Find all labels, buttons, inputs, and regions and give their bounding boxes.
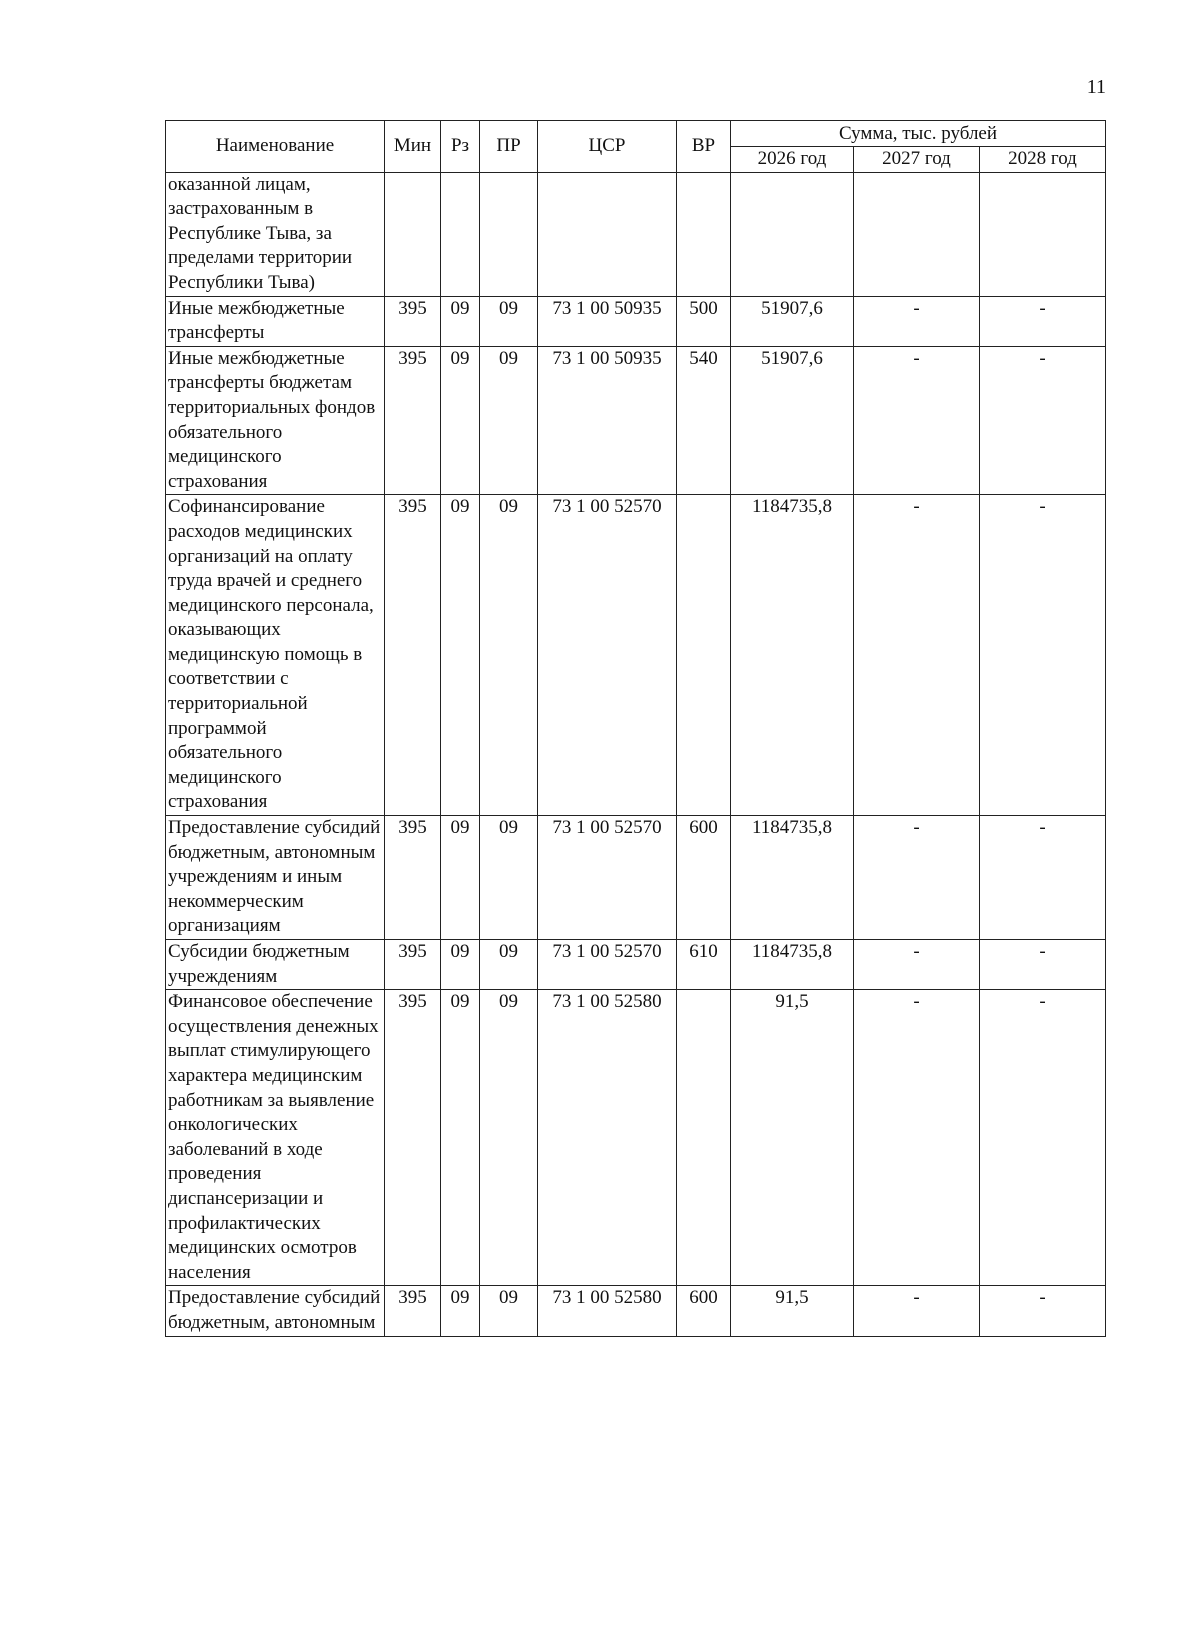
row-name: оказанной лицам, застрахованным в Республике Тыва, за пределами территории Республики Тыва) <box>166 172 385 296</box>
row-pr: 09 <box>480 346 538 495</box>
header-sum-group: Сумма, тыс. рублей <box>731 121 1106 147</box>
table-row <box>166 990 1106 1286</box>
row-amount-2027: - <box>854 346 980 495</box>
row-amount-2027: - <box>854 296 980 346</box>
row-pr <box>480 172 538 296</box>
row-vr <box>677 495 731 816</box>
row-vr <box>677 172 731 296</box>
header-min: Мин <box>385 121 441 173</box>
table-header <box>166 121 1106 173</box>
row-name: Иные межбюджетные трансферты <box>166 296 385 346</box>
row-amount-2028: - <box>980 990 1106 1286</box>
row-csr: 73 1 00 52570 <box>538 816 677 940</box>
row-rz: 09 <box>441 495 480 816</box>
row-csr: 73 1 00 52570 <box>538 495 677 816</box>
row-min: 395 <box>385 346 441 495</box>
row-min: 395 <box>385 495 441 816</box>
row-rz: 09 <box>441 816 480 940</box>
row-amount-2028: - <box>980 346 1106 495</box>
row-pr: 09 <box>480 495 538 816</box>
row-amount-2028: - <box>980 1286 1106 1336</box>
row-rz: 09 <box>441 296 480 346</box>
row-rz: 09 <box>441 346 480 495</box>
row-name: Предоставление субсидий бюджетным, автономным учреждениям и иным некоммерческим организациям <box>166 816 385 940</box>
row-amount-2028: - <box>980 495 1106 816</box>
row-pr: 09 <box>480 296 538 346</box>
row-amount-2028: - <box>980 816 1106 940</box>
row-amount-2026: 91,5 <box>731 1286 854 1336</box>
row-vr: 540 <box>677 346 731 495</box>
row-rz: 09 <box>441 1286 480 1336</box>
row-csr: 73 1 00 50935 <box>538 346 677 495</box>
row-vr: 500 <box>677 296 731 346</box>
row-min: 395 <box>385 296 441 346</box>
table-row <box>166 1286 1106 1336</box>
row-pr: 09 <box>480 1286 538 1336</box>
page-number: 11 <box>1086 76 1106 98</box>
table-row <box>166 296 1106 346</box>
row-min <box>385 172 441 296</box>
header-pr: ПР <box>480 121 538 173</box>
row-rz <box>441 172 480 296</box>
row-amount-2028 <box>980 172 1106 296</box>
table-row <box>166 346 1106 495</box>
row-name: Предоставление субсидий бюджетным, автономным <box>166 1286 385 1336</box>
header-name: Наименование <box>166 121 385 173</box>
table-body <box>166 172 1106 1336</box>
row-pr: 09 <box>480 816 538 940</box>
header-year-2027: 2027 год <box>854 147 980 173</box>
row-name: Иные межбюджетные трансферты бюджетам территориальных фондов обязательного медицинского страхования <box>166 346 385 495</box>
row-amount-2026 <box>731 172 854 296</box>
row-amount-2027: - <box>854 940 980 990</box>
row-amount-2026: 51907,6 <box>731 296 854 346</box>
row-csr: 73 1 00 52570 <box>538 940 677 990</box>
row-vr: 600 <box>677 816 731 940</box>
row-csr: 73 1 00 52580 <box>538 1286 677 1336</box>
header-year-2028: 2028 год <box>980 147 1106 173</box>
row-amount-2026: 51907,6 <box>731 346 854 495</box>
row-csr <box>538 172 677 296</box>
header-vr: ВР <box>677 121 731 173</box>
table-row <box>166 172 1106 296</box>
header-csr: ЦСР <box>538 121 677 173</box>
row-amount-2026: 1184735,8 <box>731 940 854 990</box>
row-csr: 73 1 00 50935 <box>538 296 677 346</box>
row-amount-2027: - <box>854 816 980 940</box>
row-min: 395 <box>385 990 441 1286</box>
row-name: Софинансирование расходов медицинских организаций на оплату труда врачей и среднего медицинского персонала, оказывающих медицинскую помощь в соответствии с территориальной программой обязательного медицинского страхования <box>166 495 385 816</box>
row-min: 395 <box>385 940 441 990</box>
row-amount-2027: - <box>854 495 980 816</box>
row-rz: 09 <box>441 940 480 990</box>
row-min: 395 <box>385 1286 441 1336</box>
row-amount-2026: 1184735,8 <box>731 495 854 816</box>
row-amount-2026: 91,5 <box>731 990 854 1286</box>
row-name: Субсидии бюджетным учреждениям <box>166 940 385 990</box>
row-vr <box>677 990 731 1286</box>
table-row <box>166 816 1106 940</box>
row-pr: 09 <box>480 940 538 990</box>
row-amount-2027 <box>854 172 980 296</box>
row-name: Финансовое обеспечение осуществления денежных выплат стимулирующего характера медицинским работникам за выявление онкологических заболеваний в ходе проведения диспансеризации и профилактических медицинских осмотров населения <box>166 990 385 1286</box>
row-amount-2026: 1184735,8 <box>731 816 854 940</box>
budget-table <box>165 120 1106 1337</box>
row-amount-2028: - <box>980 296 1106 346</box>
header-year-2026: 2026 год <box>731 147 854 173</box>
row-min: 395 <box>385 816 441 940</box>
row-amount-2028: - <box>980 940 1106 990</box>
table-row <box>166 495 1106 816</box>
row-rz: 09 <box>441 990 480 1286</box>
table-row <box>166 940 1106 990</box>
row-vr: 610 <box>677 940 731 990</box>
row-csr: 73 1 00 52580 <box>538 990 677 1286</box>
row-pr: 09 <box>480 990 538 1286</box>
row-amount-2027: - <box>854 1286 980 1336</box>
row-vr: 600 <box>677 1286 731 1336</box>
header-rz: Рз <box>441 121 480 173</box>
row-amount-2027: - <box>854 990 980 1286</box>
